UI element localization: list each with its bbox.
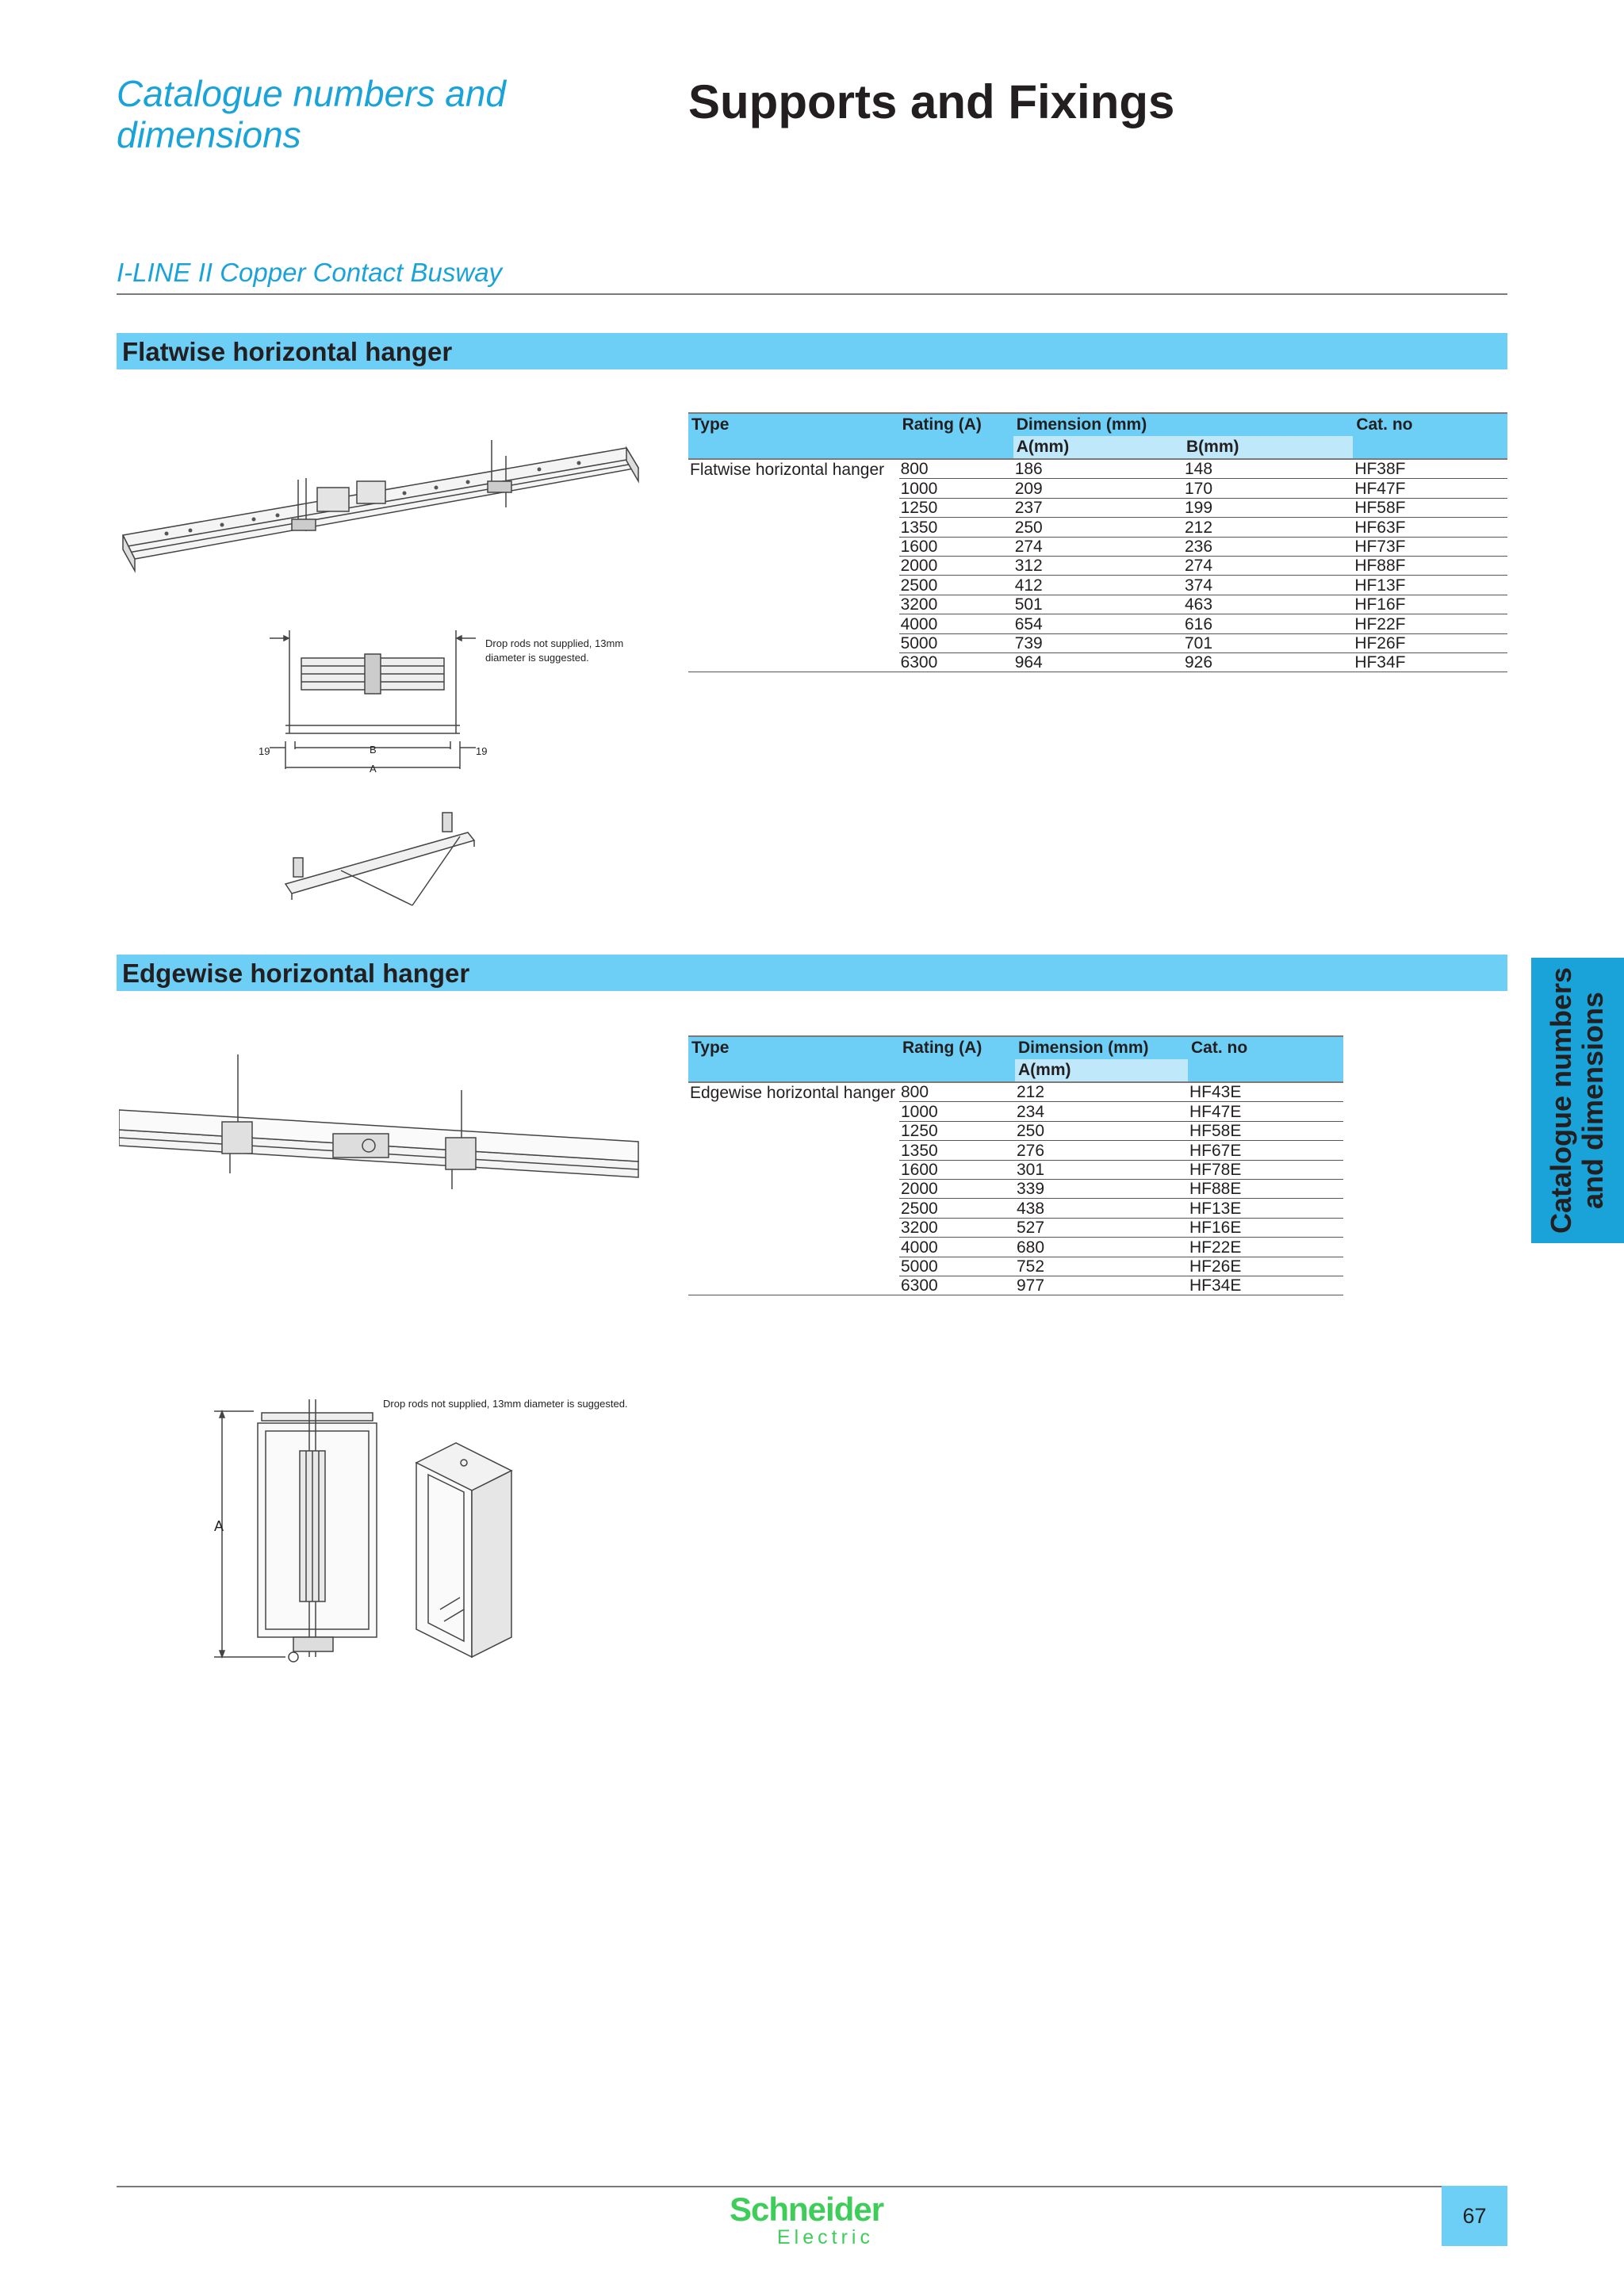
table-row [688,614,1507,633]
a-cell: 977 [1015,1276,1188,1295]
rating-cell: 2000 [899,556,1013,575]
rating-cell: 800 [899,1082,1015,1102]
b-cell: 616 [1183,614,1353,633]
col-dimension: Dimension (mm) [1015,1036,1188,1059]
cat-cell: HF13E [1188,1199,1343,1218]
table-row [688,518,1507,537]
type-cell [688,479,899,498]
table-row [688,1160,1343,1179]
flatwise-dim-b: B [370,744,377,756]
rating-cell: 4000 [899,614,1013,633]
edgewise-bracket-drawing [408,1439,527,1661]
rating-cell: 1000 [899,1102,1015,1121]
table-row [688,1141,1343,1160]
cat-cell: HF26F [1353,633,1507,652]
table-row [688,652,1507,672]
col-rating: Rating (A) [899,1036,1015,1059]
edgewise-dim-a: A [214,1518,224,1534]
a-cell: 680 [1015,1238,1188,1257]
edgewise-busway-drawing [119,1054,642,1213]
rating-cell: 2000 [899,1179,1015,1198]
rating-cell: 5000 [899,633,1013,652]
b-cell: 374 [1183,576,1353,595]
side-section-tab [1531,958,1624,1243]
type-cell [688,1199,899,1218]
flatwise-busway-drawing [119,432,642,583]
cat-cell: HF34F [1353,652,1507,672]
cat-cell: HF78E [1188,1160,1343,1179]
a-cell: 312 [1013,556,1183,575]
type-cell [688,652,899,672]
type-cell: Flatwise horizontal hanger [690,460,885,479]
cat-cell: HF58E [1188,1121,1343,1140]
brand-logo: Schneider [730,2191,884,2228]
rating-cell: 5000 [899,1257,1015,1276]
table-row [688,1082,1343,1102]
a-cell: 339 [1015,1179,1188,1198]
table-row [688,479,1507,498]
col-type: Type [688,1036,899,1059]
cat-cell: HF16F [1353,595,1507,614]
type-cell: Edgewise horizontal hanger [690,1083,896,1102]
cat-cell: HF38F [1353,459,1507,479]
b-cell: 199 [1183,498,1353,517]
a-cell: 654 [1013,614,1183,633]
table-row [688,1276,1343,1295]
col-cat-no: Cat. no [1188,1036,1343,1059]
rating-cell: 1250 [899,498,1013,517]
rating-cell: 6300 [899,1276,1015,1295]
flatwise-spec-table [688,412,1507,672]
type-cell [688,518,899,537]
table-row [688,459,1507,479]
cat-cell: HF88E [1188,1179,1343,1198]
edgewise-hanger-front-view [206,1395,412,1669]
cat-cell: HF58F [1353,498,1507,517]
table-row [688,1199,1343,1218]
rating-cell: 1000 [899,479,1013,498]
edgewise-banner: Edgewise horizontal hanger [117,955,1507,991]
type-cell [688,1218,899,1237]
a-cell: 250 [1013,518,1183,537]
type-cell [688,498,899,517]
page-title: Supports and Fixings [688,75,1175,128]
flatwise-dim-19-left: 19 [259,745,270,757]
flatwise-drop-rod-note: Drop rods not supplied, 13mm diameter is suggested. [485,637,624,664]
flatwise-banner: Flatwise horizontal hanger [117,333,1507,369]
rating-cell: 3200 [899,595,1013,614]
rating-cell: 800 [899,459,1013,479]
rating-cell: 1250 [899,1121,1015,1140]
col-dimension: Dimension (mm) [1013,413,1354,436]
rating-cell: 6300 [899,652,1013,672]
type-cell [688,576,899,595]
cat-cell: HF43E [1188,1082,1343,1102]
table-row [688,1238,1343,1257]
b-cell: 701 [1183,633,1353,652]
table-row [688,1179,1343,1198]
col-type: Type [688,413,899,436]
a-cell: 234 [1015,1102,1188,1121]
a-cell: 752 [1015,1257,1188,1276]
footer-divider [117,2186,1507,2187]
type-cell [688,614,899,633]
rating-cell: 4000 [899,1238,1015,1257]
a-cell: 186 [1013,459,1183,479]
rating-cell: 2500 [899,1199,1015,1218]
cat-cell: HF67E [1188,1141,1343,1160]
a-cell: 438 [1015,1199,1188,1218]
rating-cell: 1600 [899,1160,1015,1179]
cat-cell: HF47E [1188,1102,1343,1121]
section-title: Catalogue numbers and dimensions [117,73,506,155]
side-tab-line1: Catalogue numbers [1545,966,1577,1234]
flatwise-dim-19-right: 19 [476,745,488,757]
cat-cell: HF13F [1353,576,1507,595]
b-cell: 236 [1183,537,1353,556]
rating-cell: 3200 [899,1218,1015,1237]
type-cell [688,1257,899,1276]
rating-cell: 1350 [899,1141,1015,1160]
type-cell [688,1121,899,1140]
table-row [688,537,1507,556]
a-cell: 250 [1015,1121,1188,1140]
b-cell: 148 [1183,459,1353,479]
b-cell: 463 [1183,595,1353,614]
flatwise-dim-a: A [370,763,377,775]
a-cell: 274 [1013,537,1183,556]
cat-cell: HF63F [1353,518,1507,537]
type-cell [688,595,899,614]
col-cat-no: Cat. no [1353,413,1507,436]
b-cell: 170 [1183,479,1353,498]
a-cell: 964 [1013,652,1183,672]
table-row [688,1102,1343,1121]
cat-cell: HF22F [1353,614,1507,633]
type-cell [688,633,899,652]
col-a-mm: A(mm) [1013,436,1183,459]
type-cell [688,537,899,556]
table-row [688,1257,1343,1276]
cat-cell: HF26E [1188,1257,1343,1276]
product-subheading: I-LINE II Copper Contact Busway [117,258,503,287]
table-row [688,498,1507,517]
rating-cell: 2500 [899,576,1013,595]
type-cell [688,1276,899,1295]
page-number: 67 [1442,2186,1507,2246]
col-b-mm: B(mm) [1183,436,1353,459]
cat-cell: HF47F [1353,479,1507,498]
a-cell: 237 [1013,498,1183,517]
edgewise-spec-table [688,1035,1343,1295]
side-tab-line2: and dimensions [1576,991,1609,1210]
edgewise-drop-rod-note: Drop rods not supplied, 13mm diameter is suggested. [383,1398,628,1410]
flatwise-hanger-front-view [254,622,492,781]
a-cell: 212 [1015,1082,1188,1102]
cat-cell: HF34E [1188,1276,1343,1295]
a-cell: 501 [1013,595,1183,614]
type-cell [688,1102,899,1121]
table-row [688,595,1507,614]
header-divider [117,293,1507,295]
type-cell [688,1179,899,1198]
cat-cell: HF88F [1353,556,1507,575]
type-cell [688,1160,899,1179]
brand-logo-sub: Electric [777,2226,874,2248]
a-cell: 412 [1013,576,1183,595]
cat-cell: HF16E [1188,1218,1343,1237]
b-cell: 926 [1183,652,1353,672]
b-cell: 212 [1183,518,1353,537]
table-row [688,633,1507,652]
a-cell: 527 [1015,1218,1188,1237]
a-cell: 209 [1013,479,1183,498]
cat-cell: HF73F [1353,537,1507,556]
flatwise-bracket-drawing [278,801,484,920]
a-cell: 301 [1015,1160,1188,1179]
b-cell: 274 [1183,556,1353,575]
a-cell: 276 [1015,1141,1188,1160]
rating-cell: 1350 [899,518,1013,537]
type-cell [688,1238,899,1257]
type-cell [688,1141,899,1160]
table-row [688,556,1507,575]
a-cell: 739 [1013,633,1183,652]
col-rating: Rating (A) [899,413,1013,436]
rating-cell: 1600 [899,537,1013,556]
table-row [688,1121,1343,1140]
table-row [688,1218,1343,1237]
cat-cell: HF22E [1188,1238,1343,1257]
col-a-mm: A(mm) [1015,1059,1188,1082]
table-row [688,576,1507,595]
type-cell [688,556,899,575]
